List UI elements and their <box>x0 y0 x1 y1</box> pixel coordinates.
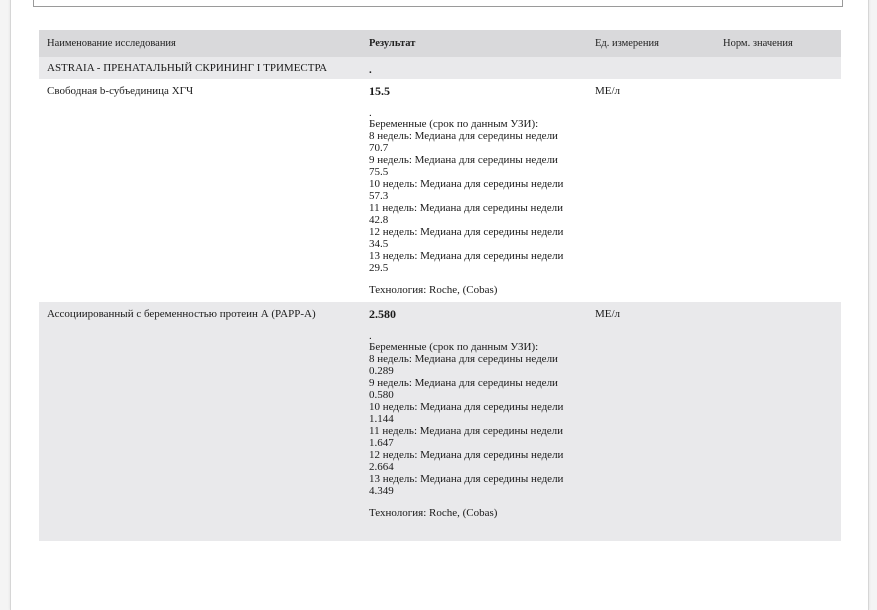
comment-line: 11 недель: Медиана для середины недели 42.8 <box>369 202 564 226</box>
norm-cell <box>715 79 841 302</box>
results-table <box>39 30 841 541</box>
section-result: . <box>369 64 372 76</box>
spacer <box>369 274 579 283</box>
unit-cell: МЕ/л <box>587 302 715 541</box>
report-page <box>10 0 869 610</box>
spacer <box>369 497 579 506</box>
result-value: 2.580 <box>369 307 396 321</box>
previous-section-box <box>33 0 843 7</box>
section-unit-cell <box>587 57 715 79</box>
header-norm: Норм. значения <box>715 30 841 57</box>
comment-line: 11 недель: Медиана для середины недели 1.647 <box>369 425 564 449</box>
comment-line: 8 недель: Медиана для середины недели 0.289 <box>369 353 558 377</box>
technology-note: Технология: Roche, (Cobas) <box>369 507 498 519</box>
header-unit: Ед. измерения <box>587 30 715 57</box>
comment-dot: . <box>369 107 372 119</box>
result-cell <box>361 302 587 541</box>
unit-cell: МЕ/л <box>587 79 715 302</box>
section-norm-cell <box>715 57 841 79</box>
comment-dot: . <box>369 330 372 342</box>
comment-line: 8 недель: Медиана для середины недели 70.7 <box>369 130 558 154</box>
comment-line: 13 недель: Медиана для середины недели 29.5 <box>369 250 564 274</box>
comment-title: Беременные (срок по данным УЗИ): <box>369 341 539 353</box>
test-name: Свободная b-субъединица ХГЧ <box>39 79 361 302</box>
result-cell <box>361 79 587 302</box>
table-header-row <box>39 30 841 57</box>
comment-title: Беременные (срок по данным УЗИ): <box>369 118 539 130</box>
section-row <box>39 57 841 79</box>
table-row <box>39 79 841 302</box>
table-row <box>39 302 841 541</box>
header-result: Результат <box>361 30 587 57</box>
test-name: Ассоциированный с беременностью протеин А (PAPP-A) <box>39 302 361 541</box>
norm-cell <box>715 302 841 541</box>
result-value: 15.5 <box>369 84 390 98</box>
comment-line: 12 недель: Медиана для середины недели 2.664 <box>369 449 564 473</box>
comment-line: 9 недель: Медиана для середины недели 0.580 <box>369 377 558 401</box>
comment-line: 10 недель: Медиана для середины недели 1.144 <box>369 401 564 425</box>
comment-line: 13 недель: Медиана для середины недели 4.349 <box>369 473 564 497</box>
comment-line: 10 недель: Медиана для середины недели 57.3 <box>369 178 564 202</box>
technology-note: Технология: Roche, (Cobas) <box>369 284 498 296</box>
section-title: ASTRAIA - ПРЕНАТАЛЬНЫЙ СКРИНИНГ I ТРИМЕСТРА <box>39 57 361 79</box>
section-result-cell <box>361 57 587 79</box>
comment-line: 12 недель: Медиана для середины недели 34.5 <box>369 226 564 250</box>
comment-line: 9 недель: Медиана для середины недели 75.5 <box>369 154 558 178</box>
header-name: Наименование исследования <box>39 30 361 57</box>
